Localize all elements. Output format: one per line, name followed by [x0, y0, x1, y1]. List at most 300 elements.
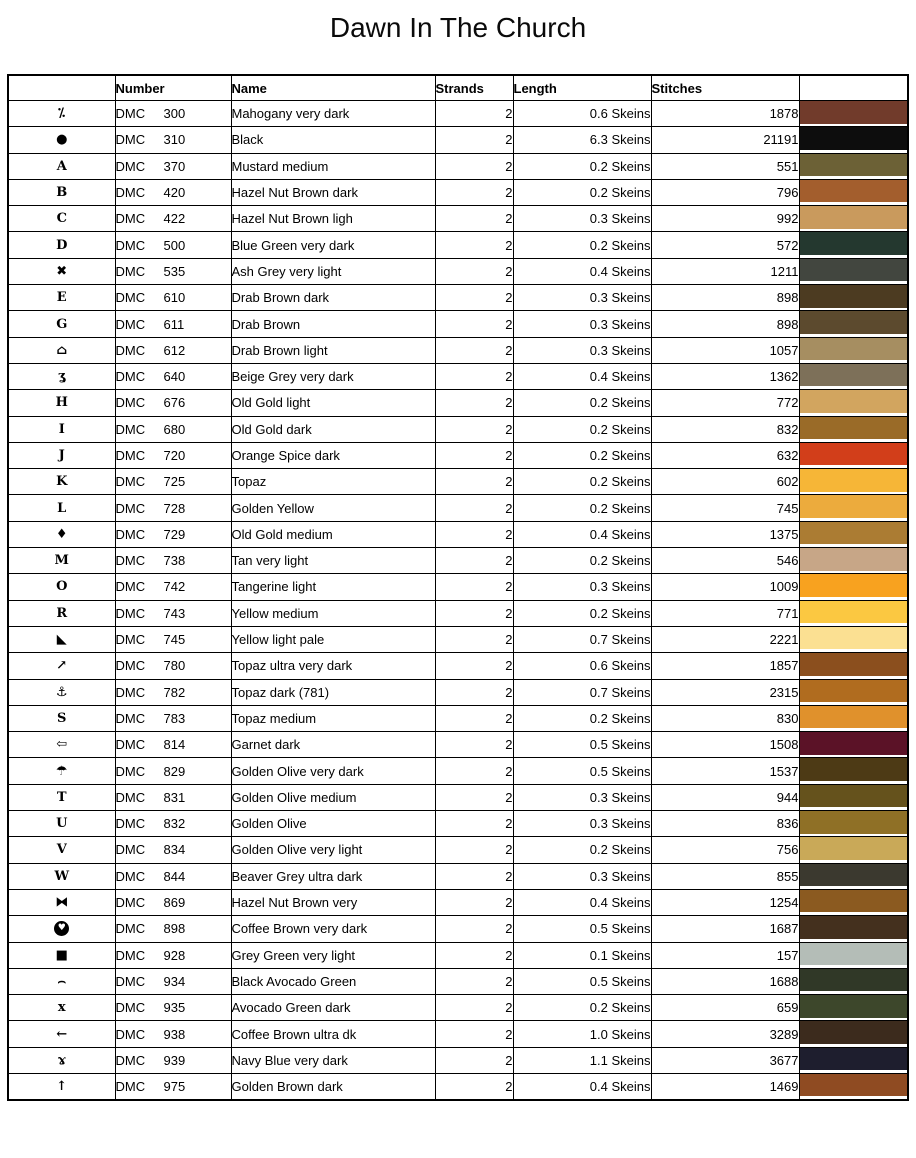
length-cell: 0.2 Skeins	[513, 153, 651, 179]
symbol-cell	[8, 916, 115, 942]
floss-brand: DMC	[115, 710, 146, 726]
symbol-cell	[8, 758, 115, 784]
table-row	[8, 679, 908, 705]
floss-code: 745	[163, 632, 186, 648]
header-swatch	[799, 75, 908, 101]
floss-brand: DMC	[115, 737, 146, 753]
color-name-cell: Beige Grey very dark	[231, 363, 435, 389]
number-cell	[115, 206, 231, 232]
swatch-cell	[799, 732, 908, 758]
color-name-cell: Hazel Nut Brown very	[231, 889, 435, 915]
stitches-cell: 2221	[651, 626, 799, 652]
table-row	[8, 495, 908, 521]
color-swatch	[800, 785, 908, 808]
color-name-cell: Golden Olive medium	[231, 784, 435, 810]
strands-cell: 2	[435, 548, 513, 574]
color-swatch	[800, 732, 908, 755]
color-swatch	[800, 890, 908, 913]
number-cell	[115, 626, 231, 652]
color-name-cell: Drab Brown dark	[231, 285, 435, 311]
number-cell	[115, 337, 231, 363]
table-row	[8, 784, 908, 810]
table-row	[8, 600, 908, 626]
swatch-cell	[799, 758, 908, 784]
stitches-cell: 1009	[651, 574, 799, 600]
stitch-symbol: ⇦	[56, 737, 68, 753]
swatch-cell	[799, 390, 908, 416]
length-cell: 0.3 Skeins	[513, 863, 651, 889]
symbol-cell	[8, 811, 115, 837]
floss-code: 611	[163, 316, 185, 332]
strands-cell: 2	[435, 442, 513, 468]
floss-code: 783	[163, 710, 186, 726]
color-name-cell: Beaver Grey ultra dark	[231, 863, 435, 889]
length-cell: 0.2 Skeins	[513, 600, 651, 626]
length-cell: 6.3 Skeins	[513, 127, 651, 153]
table-row	[8, 285, 908, 311]
length-cell: 1.0 Skeins	[513, 1021, 651, 1047]
length-cell: 0.2 Skeins	[513, 232, 651, 258]
color-swatch	[800, 364, 908, 387]
floss-code: 725	[163, 474, 186, 490]
number-cell	[115, 548, 231, 574]
swatch-cell	[799, 574, 908, 600]
floss-brand: DMC	[115, 605, 146, 621]
floss-brand: DMC	[115, 500, 146, 516]
table-row	[8, 363, 908, 389]
number-cell	[115, 179, 231, 205]
length-cell: 0.2 Skeins	[513, 837, 651, 863]
color-name-cell: Tangerine light	[231, 574, 435, 600]
header-number: Number	[115, 75, 231, 101]
symbol-cell	[8, 837, 115, 863]
floss-brand: DMC	[115, 868, 146, 884]
stitches-cell: 992	[651, 206, 799, 232]
stitch-symbol: V	[56, 842, 67, 858]
color-swatch	[800, 232, 908, 255]
color-swatch	[800, 811, 908, 834]
length-cell: 0.7 Skeins	[513, 679, 651, 705]
stitch-symbol: L	[57, 500, 67, 516]
color-name-cell: Blue Green very dark	[231, 232, 435, 258]
color-name-cell: Drab Brown light	[231, 337, 435, 363]
stitch-symbol: ↑	[56, 1079, 68, 1095]
strands-cell: 2	[435, 285, 513, 311]
strands-cell: 2	[435, 942, 513, 968]
color-name-cell: Mustard medium	[231, 153, 435, 179]
stitch-symbol: K	[56, 474, 68, 490]
floss-brand: DMC	[115, 526, 146, 542]
stitches-cell: 898	[651, 285, 799, 311]
stitches-cell: 1878	[651, 101, 799, 127]
number-cell	[115, 1021, 231, 1047]
color-name-cell: Hazel Nut Brown dark	[231, 179, 435, 205]
color-name-cell: Mahogany very dark	[231, 101, 435, 127]
floss-brand: DMC	[115, 579, 146, 595]
symbol-cell	[8, 1021, 115, 1047]
floss-brand: DMC	[115, 290, 146, 306]
stitch-symbol: ⁒	[58, 106, 66, 122]
stitches-cell: 898	[651, 311, 799, 337]
strands-cell: 2	[435, 416, 513, 442]
stitch-symbol: G	[56, 316, 68, 332]
stitch-symbol: A	[56, 158, 67, 174]
length-cell: 0.5 Skeins	[513, 732, 651, 758]
color-name-cell: Topaz dark (781)	[231, 679, 435, 705]
floss-brand: DMC	[115, 106, 146, 122]
stitch-symbol: ♦	[55, 526, 68, 542]
floss-brand: DMC	[115, 1052, 146, 1068]
floss-brand: DMC	[115, 395, 146, 411]
table-row	[8, 626, 908, 652]
color-name-cell: Topaz ultra very dark	[231, 653, 435, 679]
length-cell: 0.4 Skeins	[513, 363, 651, 389]
number-cell	[115, 521, 231, 547]
length-cell: 0.4 Skeins	[513, 1073, 651, 1100]
header-stitches: Stitches	[651, 75, 799, 101]
symbol-cell	[8, 626, 115, 652]
length-cell: 0.3 Skeins	[513, 285, 651, 311]
color-name-cell: Black Avocado Green	[231, 968, 435, 994]
floss-code: 834	[163, 842, 186, 858]
stitch-symbol: ⚓	[55, 684, 68, 700]
color-swatch	[800, 680, 908, 703]
stitches-cell: 602	[651, 469, 799, 495]
number-cell	[115, 784, 231, 810]
number-cell	[115, 811, 231, 837]
header-row	[8, 75, 908, 101]
strands-cell: 2	[435, 206, 513, 232]
symbol-cell	[8, 337, 115, 363]
stitches-cell: 1688	[651, 968, 799, 994]
color-name-cell: Topaz medium	[231, 705, 435, 731]
strands-cell: 2	[435, 1073, 513, 1100]
strands-cell: 2	[435, 469, 513, 495]
strands-cell: 2	[435, 916, 513, 942]
symbol-cell	[8, 942, 115, 968]
symbol-cell	[8, 600, 115, 626]
strands-cell: 2	[435, 889, 513, 915]
number-cell	[115, 732, 231, 758]
swatch-cell	[799, 285, 908, 311]
color-swatch	[800, 943, 908, 966]
strands-cell: 2	[435, 732, 513, 758]
symbol-cell	[8, 311, 115, 337]
swatch-cell	[799, 626, 908, 652]
color-swatch	[800, 1021, 908, 1044]
strands-cell: 2	[435, 811, 513, 837]
color-name-cell: Golden Olive very dark	[231, 758, 435, 784]
swatch-cell	[799, 995, 908, 1021]
floss-code: 680	[163, 421, 186, 437]
number-cell	[115, 258, 231, 284]
swatch-cell	[799, 1021, 908, 1047]
table-row	[8, 732, 908, 758]
symbol-cell	[8, 495, 115, 521]
floss-brand: DMC	[115, 842, 146, 858]
symbol-cell	[8, 1047, 115, 1073]
length-cell: 0.5 Skeins	[513, 968, 651, 994]
floss-code: 742	[163, 579, 186, 595]
color-swatch	[800, 311, 908, 334]
symbol-cell	[8, 548, 115, 574]
symbol-cell	[8, 705, 115, 731]
color-swatch	[800, 548, 908, 571]
floss-code: 743	[163, 605, 186, 621]
stitch-symbol: O	[56, 579, 68, 595]
symbol-cell	[8, 968, 115, 994]
stitches-cell: 1375	[651, 521, 799, 547]
color-name-cell: Yellow light pale	[231, 626, 435, 652]
key-table-body	[8, 101, 908, 1101]
swatch-cell	[799, 153, 908, 179]
swatch-cell	[799, 1047, 908, 1073]
swatch-cell	[799, 442, 908, 468]
stitch-symbol: ♥	[54, 921, 69, 936]
strands-cell: 2	[435, 863, 513, 889]
floss-brand: DMC	[115, 895, 146, 911]
floss-code: 844	[163, 868, 186, 884]
floss-brand: DMC	[115, 763, 146, 779]
symbol-cell	[8, 153, 115, 179]
stitch-symbol: ☂	[55, 763, 68, 779]
color-swatch	[800, 574, 908, 597]
table-row	[8, 337, 908, 363]
number-cell	[115, 995, 231, 1021]
floss-code: 928	[163, 947, 186, 963]
length-cell: 0.6 Skeins	[513, 653, 651, 679]
stitches-cell: 756	[651, 837, 799, 863]
color-name-cell: Coffee Brown ultra dk	[231, 1021, 435, 1047]
stitches-cell: 832	[651, 416, 799, 442]
floss-code: 935	[163, 1000, 186, 1016]
stitches-cell: 632	[651, 442, 799, 468]
swatch-cell	[799, 363, 908, 389]
length-cell: 0.2 Skeins	[513, 705, 651, 731]
color-swatch	[800, 154, 908, 177]
swatch-cell	[799, 258, 908, 284]
length-cell: 0.4 Skeins	[513, 258, 651, 284]
floss-code: 640	[163, 369, 186, 385]
floss-code: 780	[163, 658, 186, 674]
floss-brand: DMC	[115, 421, 146, 437]
table-row	[8, 153, 908, 179]
number-cell	[115, 416, 231, 442]
swatch-cell	[799, 811, 908, 837]
number-cell	[115, 837, 231, 863]
number-cell	[115, 127, 231, 153]
floss-brand: DMC	[115, 1079, 146, 1095]
stitches-cell: 836	[651, 811, 799, 837]
floss-code: 300	[163, 106, 186, 122]
table-row	[8, 705, 908, 731]
color-swatch	[800, 101, 908, 124]
length-cell: 0.3 Skeins	[513, 574, 651, 600]
stitch-symbol: R	[56, 605, 68, 621]
stitch-symbol: J	[58, 448, 65, 463]
swatch-cell	[799, 127, 908, 153]
color-name-cell: Orange Spice dark	[231, 442, 435, 468]
table-row	[8, 1073, 908, 1100]
stitches-cell: 1254	[651, 889, 799, 915]
stitch-symbol: U	[56, 816, 68, 832]
number-cell	[115, 705, 231, 731]
floss-code: 676	[163, 395, 186, 411]
floss-brand: DMC	[115, 369, 146, 385]
number-cell	[115, 574, 231, 600]
symbol-cell	[8, 521, 115, 547]
strands-cell: 2	[435, 363, 513, 389]
swatch-cell	[799, 311, 908, 337]
color-swatch	[800, 259, 908, 282]
number-cell	[115, 311, 231, 337]
table-row	[8, 916, 908, 942]
stitches-cell: 1687	[651, 916, 799, 942]
color-swatch	[800, 417, 908, 440]
floss-brand: DMC	[115, 474, 146, 490]
table-row	[8, 127, 908, 153]
color-swatch	[800, 206, 908, 229]
table-row	[8, 206, 908, 232]
color-name-cell: Navy Blue very dark	[231, 1047, 435, 1073]
stitch-symbol: T	[56, 789, 67, 805]
swatch-cell	[799, 337, 908, 363]
table-row	[8, 758, 908, 784]
stitches-cell: 659	[651, 995, 799, 1021]
length-cell: 0.2 Skeins	[513, 442, 651, 468]
color-name-cell: Coffee Brown very dark	[231, 916, 435, 942]
strands-cell: 2	[435, 311, 513, 337]
length-cell: 0.3 Skeins	[513, 784, 651, 810]
strands-cell: 2	[435, 127, 513, 153]
stitch-symbol: x	[57, 1000, 66, 1016]
color-swatch	[800, 338, 908, 361]
number-cell	[115, 889, 231, 915]
symbol-cell	[8, 206, 115, 232]
number-cell	[115, 1073, 231, 1100]
length-cell: 0.7 Skeins	[513, 626, 651, 652]
strands-cell: 2	[435, 179, 513, 205]
floss-brand: DMC	[115, 658, 146, 674]
floss-code: 832	[163, 816, 186, 832]
number-cell	[115, 285, 231, 311]
table-row	[8, 548, 908, 574]
color-swatch	[800, 1048, 908, 1071]
number-cell	[115, 442, 231, 468]
table-row	[8, 995, 908, 1021]
swatch-cell	[799, 968, 908, 994]
stitches-cell: 771	[651, 600, 799, 626]
stitches-cell: 796	[651, 179, 799, 205]
swatch-cell	[799, 679, 908, 705]
header-length: Length	[513, 75, 651, 101]
stitch-symbol: S	[57, 710, 67, 726]
strands-cell: 2	[435, 758, 513, 784]
header-symbol	[8, 75, 115, 101]
table-row	[8, 469, 908, 495]
number-cell	[115, 363, 231, 389]
swatch-cell	[799, 837, 908, 863]
stitches-cell: 855	[651, 863, 799, 889]
symbol-cell	[8, 574, 115, 600]
symbol-cell	[8, 363, 115, 389]
floss-brand: DMC	[115, 1000, 146, 1016]
strands-cell: 2	[435, 390, 513, 416]
swatch-cell	[799, 784, 908, 810]
number-cell	[115, 679, 231, 705]
symbol-cell	[8, 1073, 115, 1100]
floss-code: 535	[163, 263, 186, 279]
number-cell	[115, 469, 231, 495]
floss-brand: DMC	[115, 158, 146, 174]
number-cell	[115, 758, 231, 784]
stitches-cell: 3677	[651, 1047, 799, 1073]
floss-brand: DMC	[115, 632, 146, 648]
strands-cell: 2	[435, 258, 513, 284]
floss-brand: DMC	[115, 132, 146, 148]
floss-brand: DMC	[115, 263, 146, 279]
floss-brand: DMC	[115, 684, 146, 700]
length-cell: 0.1 Skeins	[513, 942, 651, 968]
color-name-cell: Old Gold dark	[231, 416, 435, 442]
stitches-cell: 1362	[651, 363, 799, 389]
floss-brand: DMC	[115, 316, 146, 332]
color-swatch	[800, 601, 908, 624]
strands-cell: 2	[435, 153, 513, 179]
table-row	[8, 968, 908, 994]
color-swatch	[800, 180, 908, 203]
color-swatch	[800, 495, 908, 518]
stitch-symbol: ✖	[56, 263, 68, 279]
swatch-cell	[799, 101, 908, 127]
swatch-cell	[799, 863, 908, 889]
length-cell: 0.3 Skeins	[513, 811, 651, 837]
table-row	[8, 521, 908, 547]
stitches-cell: 546	[651, 548, 799, 574]
stitch-symbol: ◣	[56, 632, 67, 648]
stitch-symbol: ■	[55, 947, 68, 963]
symbol-cell	[8, 127, 115, 153]
page-title: Dawn In The Church	[329, 12, 587, 43]
table-row	[8, 101, 908, 127]
swatch-cell	[799, 653, 908, 679]
floss-code: 831	[163, 789, 186, 805]
color-swatch	[800, 390, 908, 413]
swatch-cell	[799, 600, 908, 626]
symbol-cell	[8, 442, 115, 468]
floss-brand: DMC	[115, 789, 146, 805]
symbol-cell	[8, 258, 115, 284]
floss-code: 829	[163, 763, 186, 779]
color-swatch	[800, 285, 908, 308]
swatch-cell	[799, 416, 908, 442]
swatch-cell	[799, 232, 908, 258]
stitch-symbol: ʓ	[58, 369, 66, 385]
swatch-cell	[799, 705, 908, 731]
symbol-cell	[8, 179, 115, 205]
strands-cell: 2	[435, 495, 513, 521]
swatch-cell	[799, 521, 908, 547]
swatch-cell	[799, 1073, 908, 1100]
strands-cell: 2	[435, 521, 513, 547]
stitches-cell: 551	[651, 153, 799, 179]
number-cell	[115, 495, 231, 521]
stitches-cell: 21191	[651, 127, 799, 153]
number-cell	[115, 600, 231, 626]
floss-brand: DMC	[115, 185, 146, 201]
stitches-cell: 1057	[651, 337, 799, 363]
length-cell: 0.4 Skeins	[513, 521, 651, 547]
